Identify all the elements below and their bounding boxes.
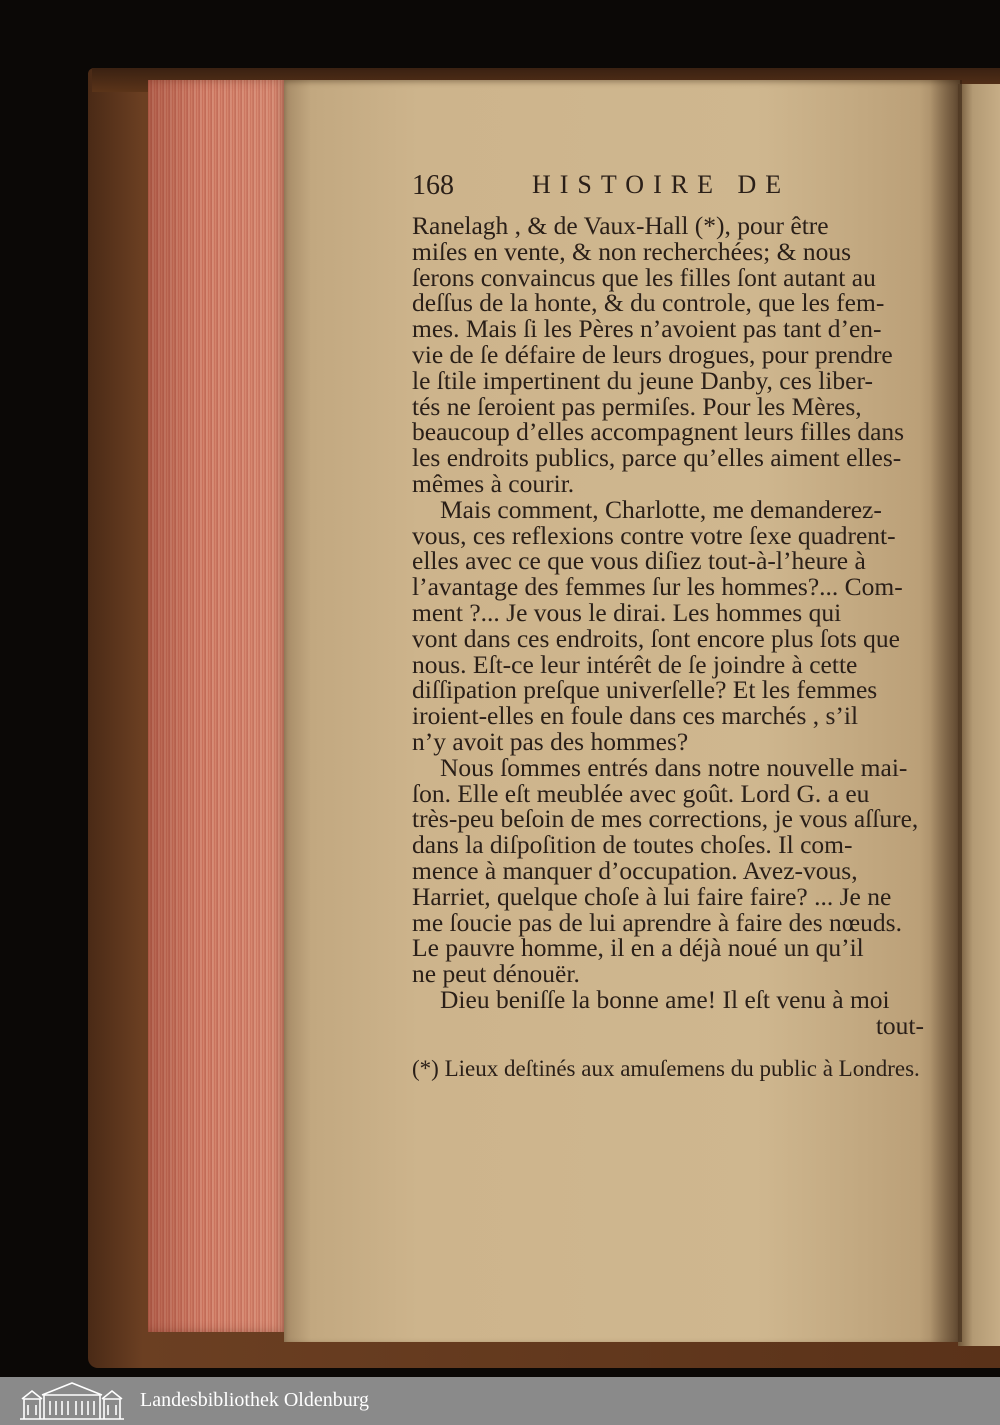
catchword: tout- <box>875 1010 924 1040</box>
text-line: Ranelagh , & de Vaux-Hall (*), pour être <box>412 211 829 240</box>
library-building-icon <box>18 1381 126 1421</box>
text-line: ment ?... Je vous le dirai. Les hommes qui <box>412 597 842 627</box>
text-line: Nous ſommes entrés dans notre nouvelle mai- <box>440 752 908 782</box>
text-line: Le pauvre homme, il en a déjà noué un qu’il <box>412 933 864 963</box>
right-page-edge <box>958 84 1000 1346</box>
text-line: me ſoucie pas de lui aprendre à faire des nœuds. <box>412 907 902 937</box>
footer-bar <box>0 1377 1000 1425</box>
text-line: vont dans ces endroits, ſont encore plus ſots que <box>412 623 900 653</box>
text-line: ne peut dénouër. <box>412 959 580 989</box>
text-line: tés ne ſeroient pas permiſes. Pour les Mères, <box>412 391 862 421</box>
text-line: mêmes à courir. <box>412 468 575 498</box>
body-text <box>412 213 924 1039</box>
text-line: iroient-elles en foule dans ces marchés , s’il <box>412 701 859 731</box>
text-line: beaucoup d’elles accompagnent leurs filles dans <box>412 417 905 447</box>
page-edges-shading <box>148 80 288 1332</box>
text-line: miſes en vente, & non recherchées; & nous <box>412 236 852 266</box>
text-line: dans la diſpoſition de toutes choſes. Il com- <box>412 830 853 860</box>
text-line: Harriet, quelque choſe à lui faire faire? ... Je ne <box>412 881 892 911</box>
page-number: 168 <box>412 170 454 201</box>
text-line: deſſus de la honte, & du controle, que les fem- <box>412 288 885 318</box>
text-line: Dieu beniſſe la bonne ame! Il eſt venu à moi <box>440 984 890 1014</box>
text-line: les endroits publics, parce qu’elles aiment elles- <box>412 443 902 473</box>
text-line: nous. Eſt-ce leur intérêt de ſe joindre à cette <box>412 649 858 679</box>
library-name: Landesbibliothek Oldenburg <box>140 1389 370 1411</box>
text-line: l’avantage des femmes ſur les hommes?... Com- <box>412 572 903 602</box>
page-gutter <box>930 80 962 1342</box>
text-line: vous, ces reflexions contre votre ſexe quadrent- <box>412 520 896 550</box>
text-line: Mais comment, Charlotte, me demanderez- <box>440 494 882 524</box>
page-header <box>412 170 922 204</box>
footnote: (*) Lieux deſtinés aux amuſemens du public à Londres. <box>412 1056 920 1081</box>
text-line: ſerons convaincus que les filles ſont autant au <box>412 262 876 292</box>
text-line: diſſipation preſque univerſelle? Et les femmes <box>412 675 878 705</box>
text-line: le ſtile impertinent du jeune Danby, ces liber- <box>412 365 873 395</box>
text-line: mence à manquer d’occupation. Avez-vous, <box>412 855 858 885</box>
running-title: HISTOIRE DE <box>532 170 791 199</box>
text-line: n’y avoit pas des hommes? <box>412 726 689 756</box>
text-line: mes. Mais ſi les Pères n’avoient pas tant d’en- <box>412 314 882 344</box>
text-line: très-peu beſoin de mes corrections, je vous aſſure, <box>412 804 919 834</box>
text-line: elles avec ce que vous diſiez tout-à-l’heure à <box>412 546 866 576</box>
text-line: vie de ſe défaire de leurs drogues, pour prendre <box>412 339 893 369</box>
text-line: ſon. Elle eſt meublée avec goût. Lord G. a eu <box>412 778 870 808</box>
